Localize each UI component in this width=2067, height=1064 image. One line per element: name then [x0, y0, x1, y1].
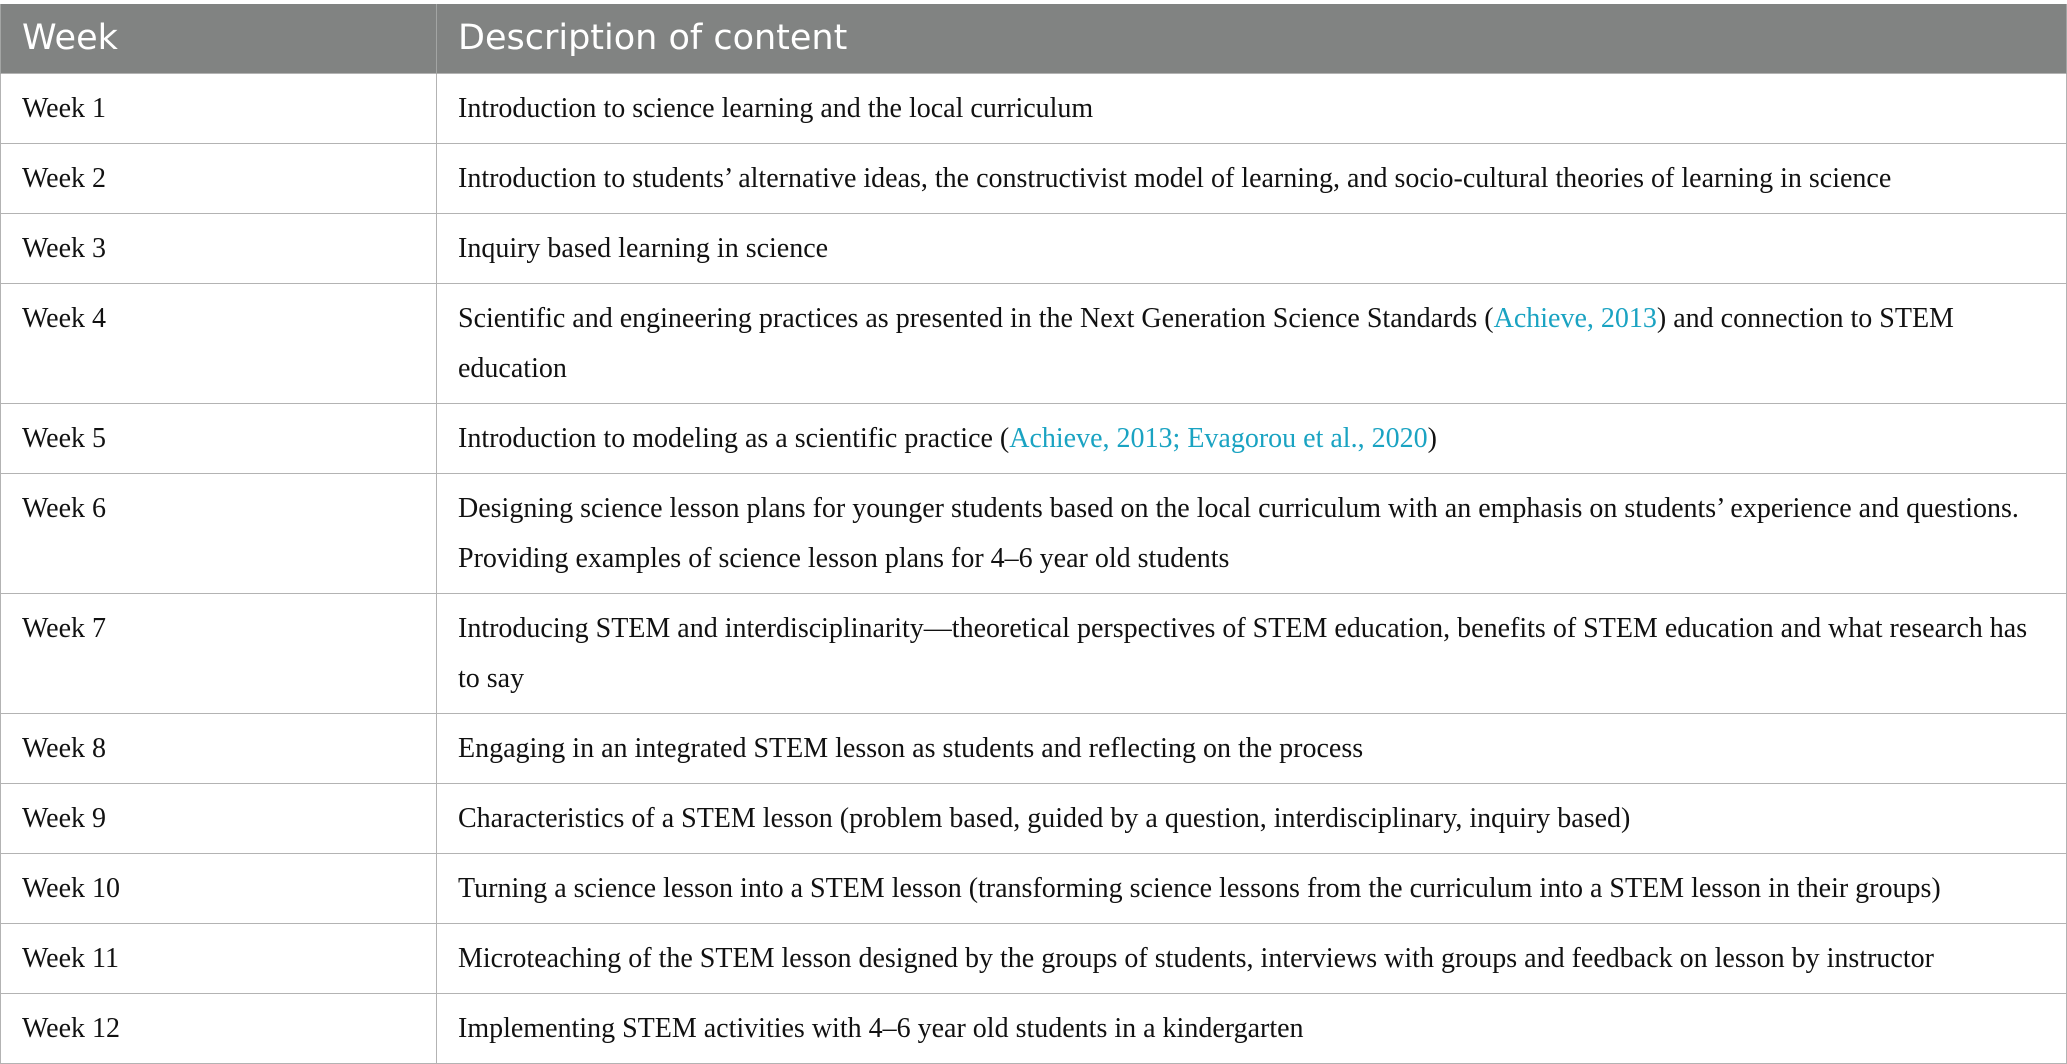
- table-row: [1, 993, 2067, 1063]
- description-text: Scientific and engineering practices as presented in the Next Generation Science Standards (: [458, 302, 1494, 334]
- table-row: [1, 853, 2067, 923]
- description-text: Inquiry based learning in science: [458, 232, 829, 264]
- description-cell: [437, 993, 2067, 1063]
- description-cell: [437, 713, 2067, 783]
- week-cell: Week 6: [1, 473, 437, 593]
- table-row: [1, 143, 2067, 213]
- description-text: Introduction to science learning and the local curriculum: [458, 92, 1094, 124]
- description-cell: [437, 283, 2067, 403]
- table-row: [1, 403, 2067, 473]
- table-row: [1, 283, 2067, 403]
- description-cell: [437, 923, 2067, 993]
- description-cell: [437, 73, 2067, 143]
- description-text: Engaging in an integrated STEM lesson as students and reflecting on the process: [458, 732, 1364, 764]
- table-header: [1, 4, 2067, 73]
- week-cell: Week 12: [1, 993, 437, 1063]
- description-cell: [437, 853, 2067, 923]
- description-cell: [437, 473, 2067, 593]
- description-cell: [437, 213, 2067, 283]
- description-text: Turning a science lesson into a STEM lesson (transforming science lessons from the curriculum into a STEM lesson in their groups): [458, 872, 1941, 904]
- table-row: [1, 473, 2067, 593]
- description-cell: [437, 403, 2067, 473]
- course-content-table: [0, 4, 2067, 1064]
- description-text: Designing science lesson plans for younger students based on the local curriculum with an emphasis on students’ experience and questions. Providing examples of science lesson plans for 4–6 year old students: [458, 492, 2019, 574]
- description-text: Characteristics of a STEM lesson (problem based, guided by a question, interdisciplinary, inquiry based): [458, 802, 1631, 834]
- description-cell: [437, 593, 2067, 713]
- week-cell: Week 11: [1, 923, 437, 993]
- header-week: Week: [1, 4, 437, 73]
- header-row: [1, 4, 2067, 73]
- week-cell: Week 7: [1, 593, 437, 713]
- description-text: Introducing STEM and interdisciplinarity—theoretical perspectives of STEM education, benefits of STEM education and what research has to say: [458, 612, 2028, 694]
- description-text: ) and connection to STEM education: [458, 302, 1954, 384]
- citation-link[interactable]: Achieve, 2013: [1493, 302, 1657, 334]
- week-cell: Week 10: [1, 853, 437, 923]
- table-row: [1, 73, 2067, 143]
- week-cell: Week 5: [1, 403, 437, 473]
- table-row: [1, 593, 2067, 713]
- description-text: ): [1427, 422, 1437, 454]
- description-text: Implementing STEM activities with 4–6 year old students in a kindergarten: [458, 1012, 1304, 1044]
- week-cell: Week 8: [1, 713, 437, 783]
- description-text: Microteaching of the STEM lesson designed by the groups of students, interviews with groups and feedback on lesson by instructor: [458, 942, 1934, 974]
- table-row: [1, 213, 2067, 283]
- table-row: [1, 783, 2067, 853]
- table-body: [1, 73, 2067, 1063]
- citation-link[interactable]: Achieve, 2013; Evagorou et al., 2020: [1009, 422, 1428, 454]
- description-text: Introduction to modeling as a scientific practice (: [458, 422, 1010, 454]
- header-description: Description of content: [437, 4, 2067, 73]
- week-cell: Week 9: [1, 783, 437, 853]
- description-cell: [437, 783, 2067, 853]
- description-cell: [437, 143, 2067, 213]
- table-row: [1, 923, 2067, 993]
- week-cell: Week 2: [1, 143, 437, 213]
- table-row: [1, 713, 2067, 783]
- week-cell: Week 1: [1, 73, 437, 143]
- week-cell: Week 4: [1, 283, 437, 403]
- description-text: Introduction to students’ alternative ideas, the constructivist model of learning, and socio-cultural theories of learning in science: [458, 162, 1892, 194]
- week-cell: Week 3: [1, 213, 437, 283]
